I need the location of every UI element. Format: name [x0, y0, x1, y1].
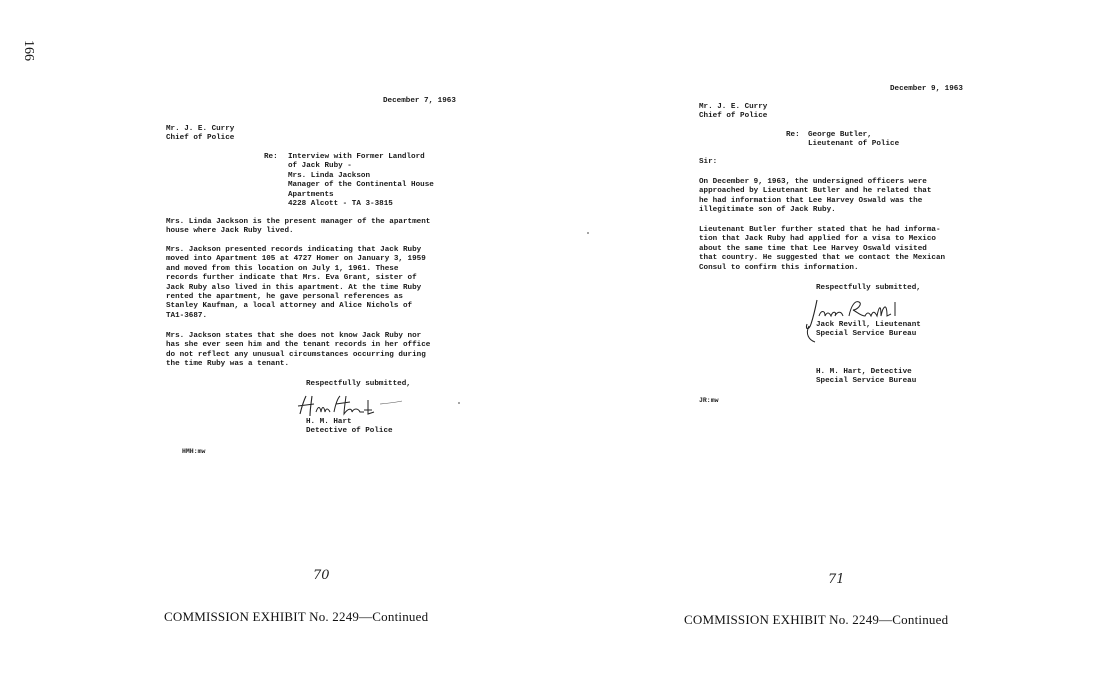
- paragraph-line: has she ever seen him and the tenant records in her office: [166, 341, 431, 350]
- right-paragraph-2: [699, 226, 945, 273]
- left-re-line: Interview with Former Landlord: [288, 153, 425, 161]
- left-re-block: [288, 153, 434, 209]
- speck-mark: [587, 232, 589, 234]
- left-paragraph-1: [166, 218, 430, 237]
- left-initials: HMH:mw: [182, 448, 206, 455]
- right-re-label: Re:: [786, 131, 800, 139]
- left-re-line: Mrs. Linda Jackson: [288, 171, 371, 180]
- paragraph-line: Jack Ruby also lived in this apartment. At the time Ruby: [166, 283, 422, 292]
- left-re-line: 4228 Alcott - TA 3-3815: [288, 200, 393, 209]
- paragraph-line: that country. He suggested that we contact the Mexican: [699, 254, 946, 263]
- right-caption: COMMISSION EXHIBIT No. 2249—Continued: [684, 612, 949, 627]
- paragraph-line: the time Ruby was a tenant.: [166, 360, 290, 369]
- right-signer-line: Special Service Bureau: [816, 377, 917, 386]
- left-caption: COMMISSION EXHIBIT No. 2249—Continued: [164, 609, 429, 624]
- left-paragraph-2: [166, 246, 426, 321]
- right-signer-line: Special Service Bureau: [816, 330, 917, 339]
- left-signer-line: Detective of Police: [306, 427, 393, 436]
- paragraph-line: do not reflect any unusual circumstances occurring during: [166, 350, 426, 359]
- right-signer-line: Jack Revill, Lieutenant: [816, 321, 921, 329]
- right-addressee-line: Mr. J. E. Curry: [699, 103, 768, 111]
- left-re-label: Re:: [264, 153, 278, 161]
- left-signature: [294, 392, 406, 420]
- right-date: December 9, 1963: [890, 85, 963, 93]
- right-re-line: Lieutenant of Police: [808, 140, 900, 149]
- paragraph-line: Stanley Kaufman, a local attorney and Alice Nichols of: [166, 302, 413, 311]
- left-addressee-line: Mr. J. E. Curry: [166, 125, 235, 133]
- right-initials: JR:mw: [699, 397, 719, 404]
- right-closing: Respectfully submitted,: [816, 284, 921, 292]
- right-handwritten-number: 71: [828, 572, 845, 587]
- paragraph-line: TA1-3687.: [166, 311, 208, 320]
- speck-mark: [458, 402, 460, 404]
- paragraph-line: illegitimate son of Jack Ruby.: [699, 206, 836, 215]
- paragraph-line: Consul to confirm this information.: [699, 263, 859, 272]
- right-addressee: [699, 103, 767, 122]
- paragraph-line: approached by Lieutenant Butler and he related that: [699, 187, 932, 196]
- paragraph-line: moved into Apartment 105 at 4727 Homer on January 3, 1959: [166, 255, 426, 264]
- paragraph-line: records further indicate that Mrs. Eva Grant, sister of: [166, 274, 417, 283]
- paragraph-line: rented the apartment, he gave personal references as: [166, 293, 403, 302]
- left-date: December 7, 1963: [383, 97, 456, 105]
- left-re-line: Apartments: [288, 190, 334, 199]
- paragraph-line: tion that Jack Ruby had applied for a visa to Mexico: [699, 235, 936, 244]
- paragraph-line: about the same time that Lee Harvey Oswald visited: [699, 244, 927, 253]
- left-signer-block: [306, 418, 393, 437]
- right-re-block: [808, 131, 899, 150]
- right-re-line: George Butler,: [808, 131, 872, 139]
- page-number: 166: [21, 40, 36, 61]
- left-signer-line: H. M. Hart: [306, 418, 352, 426]
- paragraph-line: Mrs. Linda Jackson is the present manager of the apartment: [166, 218, 431, 226]
- right-signer-1-block: [816, 321, 921, 340]
- paragraph-line: house where Jack Ruby lived.: [166, 227, 294, 236]
- left-handwritten-number: 70: [313, 568, 330, 583]
- paragraph-line: and moved from this location on July 1, 1961. These: [166, 264, 399, 273]
- right-salutation: Sir:: [699, 158, 718, 166]
- left-paragraph-3: [166, 332, 430, 370]
- right-signer-line: H. M. Hart, Detective: [816, 368, 912, 376]
- left-addressee-line: Chief of Police: [166, 134, 235, 143]
- paragraph-line: On December 9, 1963, the undersigned officers were: [699, 178, 927, 186]
- left-closing: Respectfully submitted,: [306, 380, 411, 388]
- paragraph-line: Mrs. Jackson presented records indicating that Jack Ruby: [166, 246, 422, 254]
- paragraph-line: Mrs. Jackson states that she does not know Jack Ruby nor: [166, 332, 422, 340]
- paragraph-line: Lieutenant Butler further stated that he had informa-: [699, 226, 941, 234]
- left-re-line: of Jack Ruby -: [288, 162, 352, 171]
- right-signer-2-block: [816, 368, 916, 387]
- right-addressee-line: Chief of Police: [699, 112, 768, 121]
- right-paragraph-1: [699, 178, 931, 216]
- left-re-line: Manager of the Continental House: [288, 181, 434, 190]
- left-addressee: [166, 125, 234, 144]
- paragraph-line: he had information that Lee Harvey Oswald was the: [699, 196, 923, 205]
